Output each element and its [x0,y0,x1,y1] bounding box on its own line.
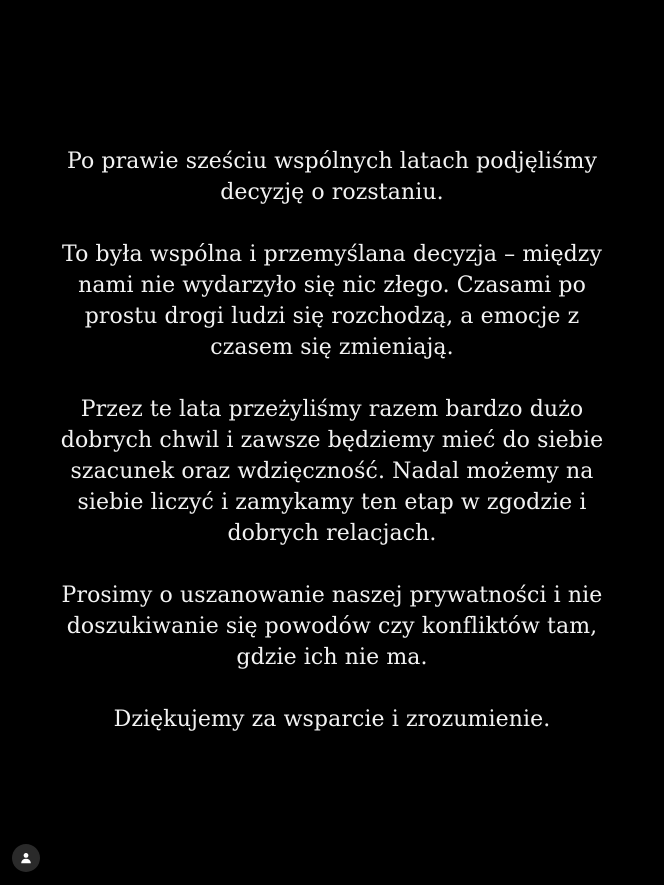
statement-paragraph-3: Przez te lata przeżyliśmy razem bardzo dużo dobrych chwil i zawsze będziemy mieć do siebie szacunek oraz wdzięczność. Nadal możemy na siebie liczyć i zamykamy ten etap w zgodzie i dobrych relacjach. [60,397,604,546]
statement-paragraph-5: Dziękujemy za wsparcie i zrozumienie. [113,707,551,732]
statement-paragraph-1: Po prawie sześciu wspólnych latach podjęliśmy decyzję o rozstaniu. [66,149,598,205]
person-icon [20,852,32,864]
statement-paragraph-2: To była wspólna i przemyślana decyzja – między nami nie wydarzyło się nic złego. Czasami po prostu drogi ludzi się rozchodzą, a emocje z czasem się zmieniają. [62,242,602,360]
statement-text [40,146,624,735]
tagged-people-button[interactable] [12,844,40,872]
statement-paragraph-4: Prosimy o uszanowanie naszej prywatności i nie doszukiwanie się powodów czy konfliktów tam, gdzie ich nie ma. [61,583,603,670]
